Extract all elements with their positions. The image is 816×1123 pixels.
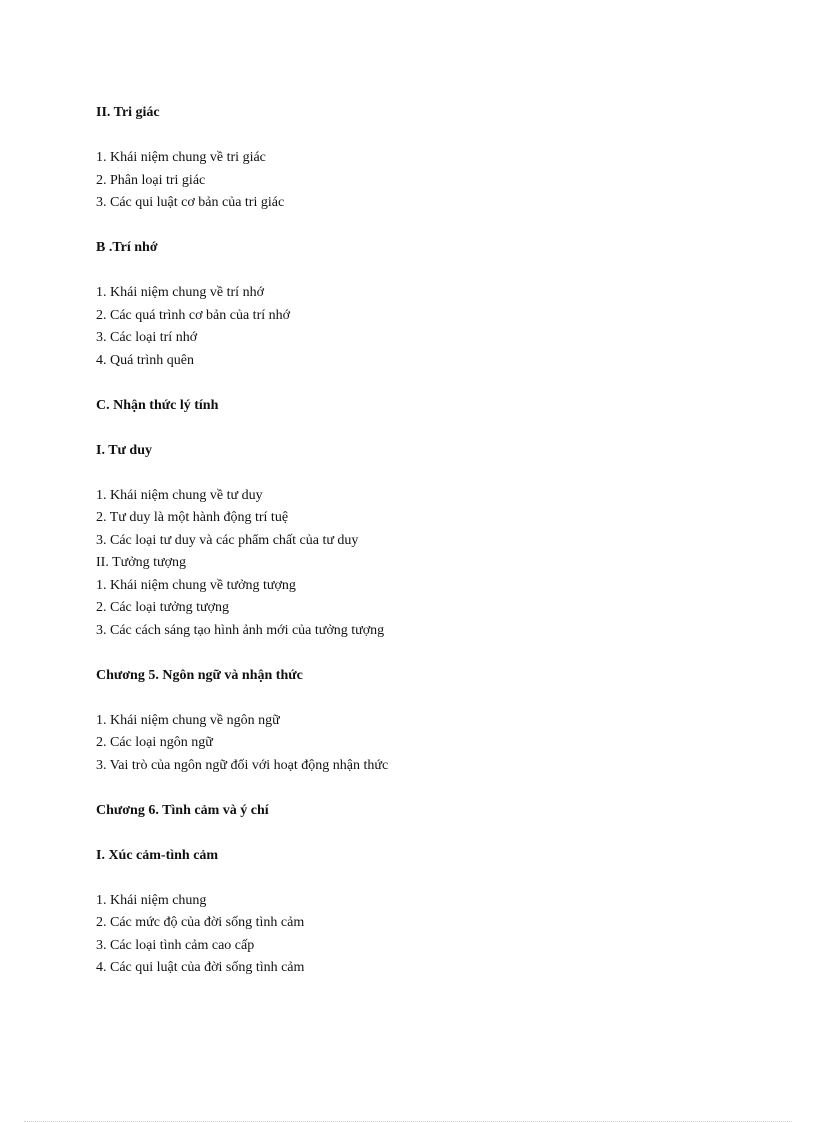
list-item: 2. Các quá trình cơ bản của trí nhớ xyxy=(96,308,291,323)
list-item: 2. Các loại ngôn ngữ xyxy=(96,735,213,750)
list-item: 2. Các loại tưởng tượng xyxy=(96,600,230,615)
list-item: 4. Quá trình quên xyxy=(96,353,194,368)
list-item: 1. Khái niệm chung về ngôn ngữ xyxy=(96,713,280,728)
list-item: 3. Các loại trí nhớ xyxy=(96,330,198,345)
list-item: 1. Khái niệm chung xyxy=(96,893,207,908)
chapter-heading: Chương 5. Ngôn ngữ và nhận thức xyxy=(96,668,303,683)
page-bottom-divider xyxy=(24,1121,792,1122)
section-heading: C. Nhận thức lý tính xyxy=(96,398,219,413)
section-heading: I. Xúc cảm-tình cảm xyxy=(96,848,219,863)
list-item: 1. Khái niệm chung về tư duy xyxy=(96,488,263,503)
list-item: 4. Các qui luật của đời sống tình cảm xyxy=(96,960,305,975)
section-heading: II. Tri giác xyxy=(96,105,160,120)
list-item: 3. Các qui luật cơ bản của tri giác xyxy=(96,195,285,210)
list-item: II. Tưởng tượng xyxy=(96,555,186,570)
list-item: 1. Khái niệm chung về tri giác xyxy=(96,150,266,165)
list-item: 3. Vai trò của ngôn ngữ đối với hoạt động nhận thức xyxy=(96,758,389,773)
list-item: 1. Khái niệm chung về trí nhớ xyxy=(96,285,264,300)
list-item: 2. Các mức độ của đời sống tình cảm xyxy=(96,915,305,930)
list-item: 1. Khái niệm chung về tưởng tượng xyxy=(96,578,296,593)
list-item: 3. Các loại tình cảm cao cấp xyxy=(96,938,255,953)
list-item: 3. Các loại tư duy và các phẩm chất của tư duy xyxy=(96,533,359,548)
section-heading: B .Trí nhớ xyxy=(96,240,158,255)
list-item: 2. Phân loại tri giác xyxy=(96,173,206,188)
section-heading: I. Tư duy xyxy=(96,443,153,458)
chapter-heading: Chương 6. Tình cảm và ý chí xyxy=(96,803,269,818)
list-item: 3. Các cách sáng tạo hình ảnh mới của tưởng tượng xyxy=(96,623,385,638)
list-item: 2. Tư duy là một hành động trí tuệ xyxy=(96,510,289,525)
